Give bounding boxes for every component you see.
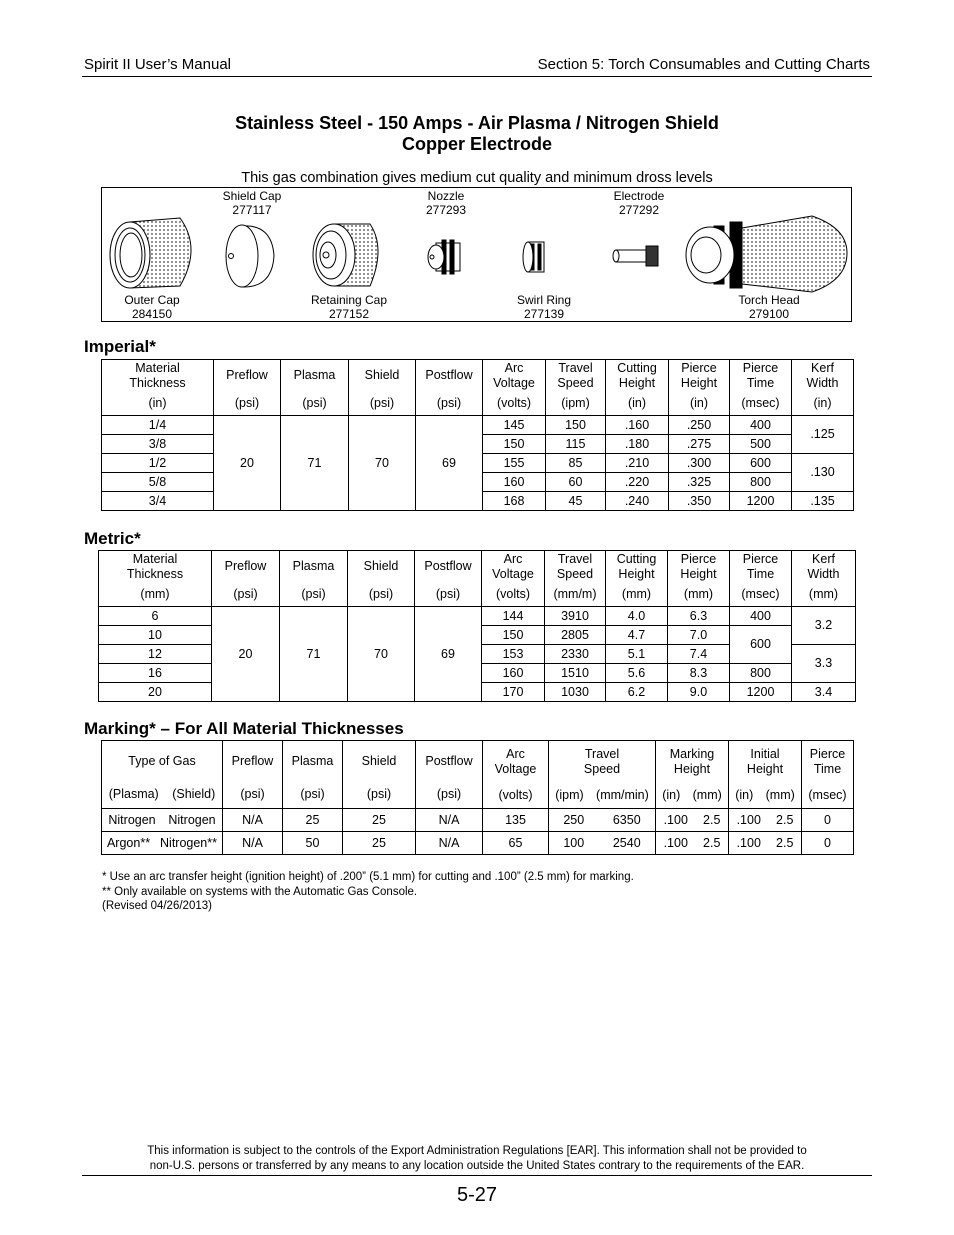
pierce-time-cell: 1200	[730, 683, 792, 702]
header-pierce-time: Pierce Time (msec)	[730, 551, 792, 607]
section-title: Section 5: Torch Consumables and Cutting Charts	[537, 56, 870, 73]
swirl-ring-part	[523, 242, 544, 272]
pierce-height-cell: .250	[669, 416, 730, 435]
travel-speed-cell: 100 2540	[549, 832, 656, 855]
header-travel-speed: Travel Speed (mm/m)	[545, 551, 606, 607]
arc-voltage-cell: 153	[482, 645, 545, 664]
travel-speed-cell: 85	[546, 454, 606, 473]
pierce-height-cell: .300	[669, 454, 730, 473]
metric-heading: Metric*	[84, 529, 141, 548]
arc-voltage-cell: 160	[483, 473, 546, 492]
intro-text: This gas combination gives medium cut quality and minimum dross levels	[241, 170, 713, 186]
footnote-arc-transfer: * Use an arc transfer height (ignition height) of .200” (5.1 mm) for cutting and .100” (2.5 mm) for marking.	[102, 871, 634, 883]
header-travel-speed: Travel Speed (ipm) (mm/min)	[549, 741, 656, 809]
travel-speed-cell: 3910	[545, 607, 606, 626]
export-notice: This information is subject to the controls of the Export Administration Regulations [EAR]. This information shall not be provided to non-U.S. persons or transferred by any means to any location outside the United States contrary to the requirements of the EAR.	[147, 1145, 807, 1172]
thickness-cell: 16	[99, 664, 212, 683]
page-number: 5-27	[456, 1184, 498, 1206]
thickness-cell: 3/8	[102, 435, 214, 454]
kerf-width-cell: 3.2	[792, 607, 856, 645]
header-plasma: Plasma (psi)	[280, 551, 348, 607]
cutting-height-cell: 6.2	[606, 683, 668, 702]
pierce-height-cell: .275	[669, 435, 730, 454]
travel-speed-cell: 1510	[545, 664, 606, 683]
cutting-height-cell: .240	[606, 492, 669, 511]
header-cutting-height: Cutting Height (mm)	[606, 551, 668, 607]
pierce-height-cell: .325	[669, 473, 730, 492]
table-row	[102, 809, 854, 832]
header-material-thickness: Material Thickness (in)	[102, 360, 214, 416]
thickness-cell: 1/4	[102, 416, 214, 435]
table-row	[99, 607, 856, 626]
thickness-cell: 10	[99, 626, 212, 645]
header-shield: Shield (psi)	[343, 741, 416, 809]
pierce-time-cell: 800	[730, 473, 792, 492]
arc-voltage-cell: 144	[482, 607, 545, 626]
arc-voltage-cell: 170	[482, 683, 545, 702]
arc-voltage-cell: 160	[482, 664, 545, 683]
outer-cap-part	[110, 218, 191, 288]
preflow-cell: 20	[212, 607, 280, 702]
pierce-height-cell: 8.3	[668, 664, 730, 683]
plasma-cell: 71	[280, 607, 348, 702]
imperial-header-row	[102, 360, 854, 416]
header-pierce-height: Pierce Height (mm)	[668, 551, 730, 607]
header-kerf-width: Kerf Width (in)	[792, 360, 854, 416]
kerf-width-cell: .135	[792, 492, 854, 511]
pierce-time-cell: 1200	[730, 492, 792, 511]
gas-type-cell: Argon** Nitrogen**	[102, 832, 223, 855]
retaining-cap-label: Retaining Cap 277152	[310, 293, 388, 321]
header-postflow: Postflow (psi)	[415, 551, 482, 607]
cutting-height-cell: 5.6	[606, 664, 668, 683]
marking-height-cell: .100 2.5	[656, 832, 729, 855]
electrode-label: Electrode 277292	[613, 189, 665, 217]
header-postflow: Postflow (psi)	[416, 360, 483, 416]
postflow-cell: N/A	[416, 809, 483, 832]
travel-speed-cell: 1030	[545, 683, 606, 702]
header-marking-height: Marking Height (in) (mm)	[656, 741, 729, 809]
table-row	[102, 832, 854, 855]
imperial-cut-chart	[101, 359, 854, 511]
cutting-height-cell: .210	[606, 454, 669, 473]
header-shield: Shield (psi)	[348, 551, 415, 607]
consumables-diagram	[101, 187, 852, 322]
thickness-cell: 5/8	[102, 473, 214, 492]
header-arc-voltage: Arc Voltage (volts)	[483, 741, 549, 809]
pierce-height-cell: .350	[669, 492, 730, 511]
header-postflow: Postflow (psi)	[416, 741, 483, 809]
header-plasma: Plasma (psi)	[281, 360, 349, 416]
pierce-height-cell: 7.4	[668, 645, 730, 664]
consumables-illustration	[102, 188, 851, 321]
cutting-height-cell: .180	[606, 435, 669, 454]
kerf-width-cell: 3.3	[792, 645, 856, 683]
travel-speed-cell: 115	[546, 435, 606, 454]
kerf-width-cell: 3.4	[792, 683, 856, 702]
nozzle-label: Nozzle 277293	[425, 189, 467, 217]
pierce-height-cell: 6.3	[668, 607, 730, 626]
revision-date: (Revised 04/26/2013)	[102, 900, 212, 912]
pierce-height-cell: 7.0	[668, 626, 730, 645]
initial-height-cell: .100 2.5	[729, 832, 802, 855]
cutting-height-cell: 4.7	[606, 626, 668, 645]
outer-cap-label: Outer Cap 284150	[124, 293, 180, 321]
manual-title: Spirit II User’s Manual	[84, 56, 231, 73]
pierce-time-cell: 600	[730, 454, 792, 473]
arc-voltage-cell: 145	[483, 416, 546, 435]
table-row	[102, 416, 854, 435]
marking-chart	[101, 740, 854, 855]
initial-height-cell: .100 2.5	[729, 809, 802, 832]
pierce-time-cell: 800	[730, 664, 792, 683]
pierce-time-cell: 400	[730, 416, 792, 435]
header-travel-speed: Travel Speed (ipm)	[546, 360, 606, 416]
arc-voltage-cell: 168	[483, 492, 546, 511]
page-title: Stainless Steel - 150 Amps - Air Plasma / Nitrogen Shield	[235, 113, 719, 133]
torch-head-part	[686, 216, 847, 292]
footnote-agc: ** Only available on systems with the Automatic Gas Console.	[102, 885, 418, 898]
travel-speed-cell: 150	[546, 416, 606, 435]
header-arc-voltage: Arc Voltage (volts)	[482, 551, 545, 607]
pierce-height-cell: 9.0	[668, 683, 730, 702]
shield-cap-label: Shield Cap 277117	[222, 189, 282, 217]
swirl-ring-label: Swirl Ring 277139	[516, 293, 571, 321]
header-pierce-time: Pierce Time (msec)	[730, 360, 792, 416]
plasma-cell: 71	[281, 416, 349, 511]
gas-type-cell: Nitrogen Nitrogen	[102, 809, 223, 832]
header-arc-voltage: Arc Voltage (volts)	[483, 360, 546, 416]
postflow-cell: N/A	[416, 832, 483, 855]
header-initial-height: Initial Height (in) (mm)	[729, 741, 802, 809]
header-pierce-time: Pierce Time (msec)	[802, 741, 854, 809]
page-subtitle: Copper Electrode	[401, 134, 553, 154]
imperial-heading: Imperial*	[84, 337, 156, 356]
pierce-time-cell: 0	[802, 809, 854, 832]
pierce-time-cell: 0	[802, 832, 854, 855]
arc-voltage-cell: 65	[483, 832, 549, 855]
arc-voltage-cell: 150	[482, 626, 545, 645]
travel-speed-cell: 2805	[545, 626, 606, 645]
header-material-thickness: Material Thickness (mm)	[99, 551, 212, 607]
shield-cap-part	[226, 225, 274, 287]
thickness-cell: 12	[99, 645, 212, 664]
travel-speed-cell: 2330	[545, 645, 606, 664]
torch-head-label: Torch Head 279100	[738, 293, 800, 321]
header-cutting-height: Cutting Height (in)	[606, 360, 669, 416]
footnotes	[102, 870, 634, 914]
header-rule	[82, 76, 872, 77]
pierce-time-cell: 500	[730, 435, 792, 454]
shield-cell: 25	[343, 832, 416, 855]
pierce-time-cell: 600	[730, 626, 792, 664]
thickness-cell: 20	[99, 683, 212, 702]
header-kerf-width: Kerf Width (mm)	[792, 551, 856, 607]
header-preflow: Preflow (psi)	[214, 360, 281, 416]
header-preflow: Preflow (psi)	[223, 741, 283, 809]
shield-cell: 25	[343, 809, 416, 832]
marking-heading: Marking* – For All Material Thicknesses	[84, 719, 404, 738]
marking-header-row	[102, 741, 854, 809]
header-gas-type: Type of Gas (Plasma) (Shield)	[102, 741, 223, 809]
arc-voltage-cell: 150	[483, 435, 546, 454]
arc-voltage-cell: 155	[483, 454, 546, 473]
preflow-cell: N/A	[223, 832, 283, 855]
marking-height-cell: .100 2.5	[656, 809, 729, 832]
postflow-cell: 69	[416, 416, 483, 511]
preflow-cell: 20	[214, 416, 281, 511]
thickness-cell: 6	[99, 607, 212, 626]
thickness-cell: 3/4	[102, 492, 214, 511]
cutting-height-cell: 4.0	[606, 607, 668, 626]
header-plasma: Plasma (psi)	[283, 741, 343, 809]
metric-header-row	[99, 551, 856, 607]
cutting-height-cell: .160	[606, 416, 669, 435]
travel-speed-cell: 45	[546, 492, 606, 511]
travel-speed-cell: 250 6350	[549, 809, 656, 832]
header-shield: Shield (psi)	[349, 360, 416, 416]
postflow-cell: 69	[415, 607, 482, 702]
plasma-cell: 25	[283, 809, 343, 832]
kerf-width-cell: .130	[792, 454, 854, 492]
retaining-cap-part	[313, 224, 378, 286]
header-pierce-height: Pierce Height (in)	[669, 360, 730, 416]
kerf-width-cell: .125	[792, 416, 854, 454]
cutting-height-cell: 5.1	[606, 645, 668, 664]
thickness-cell: 1/2	[102, 454, 214, 473]
shield-cell: 70	[349, 416, 416, 511]
pierce-time-cell: 400	[730, 607, 792, 626]
preflow-cell: N/A	[223, 809, 283, 832]
footer-rule	[82, 1175, 872, 1176]
nozzle-part	[428, 240, 460, 274]
shield-cell: 70	[348, 607, 415, 702]
header-preflow: Preflow (psi)	[212, 551, 280, 607]
electrode-part	[613, 246, 658, 266]
arc-voltage-cell: 135	[483, 809, 549, 832]
cutting-height-cell: .220	[606, 473, 669, 492]
plasma-cell: 50	[283, 832, 343, 855]
travel-speed-cell: 60	[546, 473, 606, 492]
metric-cut-chart	[98, 550, 856, 702]
